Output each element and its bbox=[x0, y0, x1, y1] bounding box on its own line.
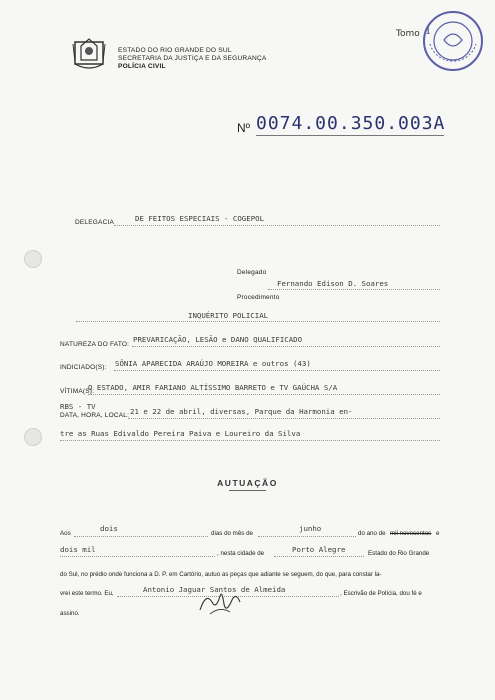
header-line-police: POLÍCIA CIVIL bbox=[118, 63, 166, 70]
dotted-line bbox=[114, 225, 440, 226]
autuacao-dia-value: dois bbox=[100, 524, 118, 533]
header-line-secretariat: SECRETARIA DA JUSTIÇA E DA SEGURANÇA bbox=[118, 55, 267, 62]
punch-hole bbox=[24, 250, 42, 268]
vitimas-value: O ESTADO, AMIR FARIANO ALTÍSSIMO BARRETO e TV GAÚCHA S/A bbox=[88, 383, 338, 392]
dotted-line bbox=[274, 556, 364, 557]
autuacao-line-4b: , Escrivão de Polícia, dou fé e bbox=[340, 590, 422, 597]
natureza-label: NATUREZA DO FATO: bbox=[60, 341, 130, 348]
letterhead bbox=[118, 47, 267, 71]
dotted-line bbox=[132, 346, 440, 347]
tomo-number: 1 bbox=[425, 26, 432, 37]
dotted-line bbox=[76, 321, 440, 322]
tomo-label: Tomo bbox=[396, 29, 420, 39]
vitimas-label: VÍTIMA(S): bbox=[60, 388, 95, 395]
dotted-line bbox=[88, 394, 440, 395]
delegacia-label: DELEGACIA bbox=[75, 219, 115, 226]
dotted-line bbox=[114, 370, 440, 371]
autuacao-estado: Estado do Rio Grande bbox=[368, 550, 430, 557]
autuacao-struck-text: mil novecentos bbox=[390, 530, 432, 537]
delegacia-value: DE FEITOS ESPECIAIS - COGEPOL bbox=[135, 214, 265, 223]
delegado-label: Delegado bbox=[237, 269, 267, 276]
punch-hole bbox=[24, 428, 42, 446]
data-hora-local-value: 21 e 22 de abril, diversas, Parque da Harmonia en- bbox=[130, 407, 353, 416]
document-number-value: 0074.00.350.003A bbox=[256, 113, 446, 134]
procedimento-label: Procedimento bbox=[237, 294, 280, 301]
autuacao-ano-value: dois mil bbox=[60, 545, 96, 554]
indiciados-value: SÔNIA APARECIDA ARAÚJO MOREIRA e outros (43) bbox=[115, 359, 311, 368]
escrivao-name-value: Antonio Jaguar Santos de Almeida bbox=[143, 585, 286, 594]
dotted-line bbox=[60, 556, 215, 557]
autuacao-dias-do-mes: dias do mês de bbox=[211, 530, 253, 537]
state-coat-of-arms-icon bbox=[72, 34, 106, 72]
autuacao-mes-value: junho bbox=[299, 524, 322, 533]
dotted-line bbox=[128, 418, 440, 419]
natureza-value: PREVARICAÇÃO, LESÃO e DANO QUALIFICADO bbox=[133, 335, 303, 344]
data-hora-local-label: DATA, HORA, LOCAL: bbox=[60, 412, 130, 419]
autuacao-line-5: assino. bbox=[60, 610, 80, 617]
autuacao-title-underline bbox=[229, 490, 266, 491]
procedimento-value: INQUÉRITO POLICIAL bbox=[188, 311, 269, 320]
autuacao-e: e bbox=[436, 530, 440, 537]
autuacao-title: AUTUAÇÃO bbox=[217, 478, 278, 488]
autuacao-line-3: do Sul, no prédio onde funciona a D. P. em Cartório, autuo as peças que adiante se seguem, do que, para constar la- bbox=[60, 571, 382, 578]
handwritten-signature bbox=[196, 588, 244, 618]
autuacao-do-ano: do ano de bbox=[358, 530, 386, 537]
autuacao-cidade-value: Porto Alegre bbox=[292, 545, 346, 554]
vitimas-value-continued: RBS - TV bbox=[60, 402, 96, 411]
autuacao-line-4a: vrei este termo. Eu, bbox=[60, 590, 114, 597]
delegado-value: Fernando Edison D. Soares bbox=[277, 279, 389, 288]
data-hora-local-value-continued: tre as Ruas Edivaldo Pereira Paiva e Loureiro da Silva bbox=[60, 429, 301, 438]
header-line-state: ESTADO DO RIO GRANDE DO SUL bbox=[118, 47, 232, 54]
indiciados-label: INDICIADO(S): bbox=[60, 364, 107, 371]
document-number-label: Nº bbox=[237, 121, 251, 135]
dotted-line bbox=[268, 289, 440, 290]
document-number-underline bbox=[256, 135, 444, 136]
autuacao-nesta-cidade: , nesta cidade de bbox=[217, 550, 265, 557]
dotted-line bbox=[60, 440, 440, 441]
dotted-line bbox=[74, 536, 208, 537]
official-seal-stamp bbox=[422, 10, 484, 72]
autuacao-aos: Aos bbox=[60, 530, 71, 537]
dotted-line bbox=[258, 536, 356, 537]
